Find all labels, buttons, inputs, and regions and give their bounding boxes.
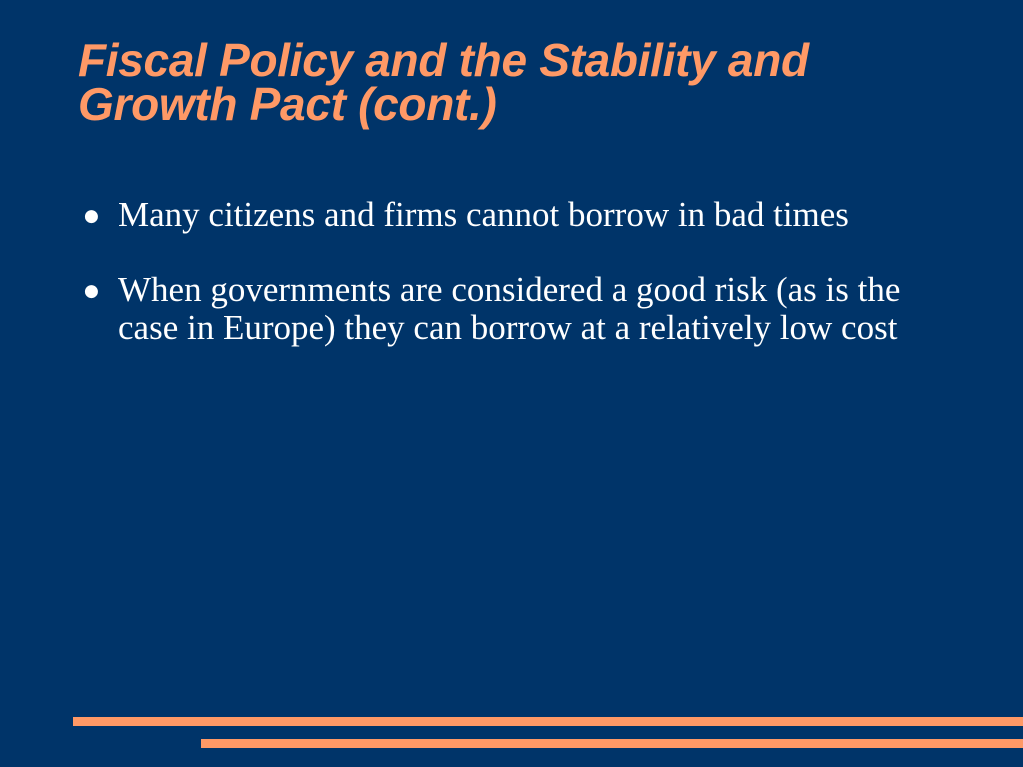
slide-title: Fiscal Policy and the Stability and Growth Pact (cont.) (78, 34, 809, 130)
bullet-list (84, 196, 964, 384)
decorative-rule-top (73, 717, 1023, 726)
bullet-text: When governments are considered a good risk (as is the case in Europe) they can borrow at a relatively low cost (118, 270, 901, 347)
bullet-text: Many citizens and firms cannot borrow in bad times (118, 195, 849, 234)
bullet-item (84, 271, 964, 347)
bullet-dot-icon: ● (84, 281, 99, 301)
bullet-dot-icon: ● (84, 206, 99, 226)
decorative-rule-bottom (201, 739, 1023, 748)
bullet-item (84, 196, 964, 234)
